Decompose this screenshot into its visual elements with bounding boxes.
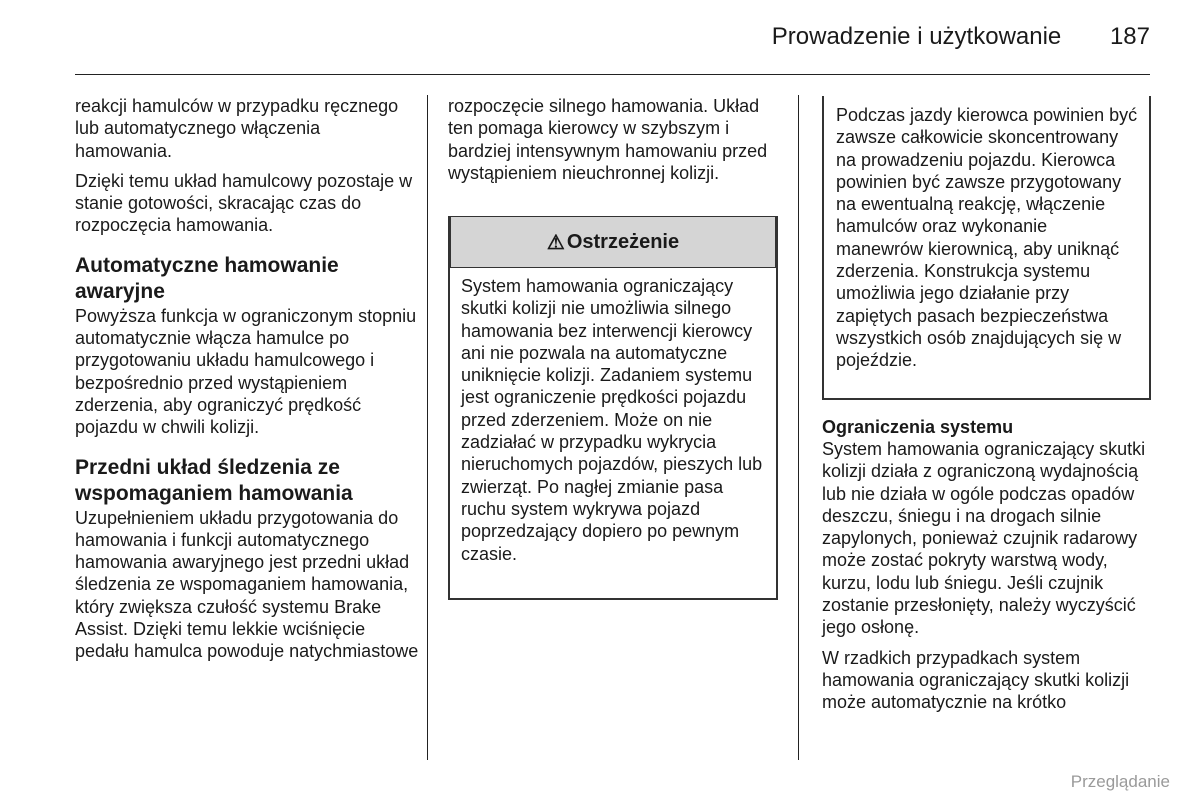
paragraph: W rzadkich przypadkach system hamowania ograniczający skutki kolizji może automatycznie na krótko <box>822 647 1130 713</box>
note-box: Podczas jazdy kierowca powinien być zawsze całkowicie skoncentrowany na prowadzeniu pojazdu. Kierowca powinien być zawsze przygotowany na ewentualną reakcję, włączenie hamulców oraz wykonanie manewrów kierownicą, aby uniknąć zderzenia. Konstrukcja systemu umożliwia jego działanie przy zapiętych pasach bezpieczeństwa wszystkich osób znajdujących się w pojeździe. <box>822 96 1151 400</box>
warning-triangle-icon: ⚠ <box>546 231 565 254</box>
column-2 <box>448 95 778 184</box>
paragraph: reakcji hamulców w przypadku ręcznego lub automatycznego włączenia hamowania. <box>75 96 399 161</box>
paragraph: Uzupełnieniem układu przygotowania do hamowania i funkcji automatycznego hamowania awaryjnego jest przedni układ śledzenia ze wspomaganiem hamowania, który zwiększa czułość systemu Brake Assist. Dzięki temu lekkie wciśnięcie pedału hamulca powoduje natychmiastowe <box>75 507 419 662</box>
footer-label: Przeglądanie <box>1070 772 1170 791</box>
column-divider-2 <box>798 95 799 760</box>
page-number: 187 <box>1109 23 1150 50</box>
header-divider <box>75 74 1150 75</box>
section-title: Prowadzenie i użytkowanie <box>771 23 1062 50</box>
warning-box <box>448 216 778 600</box>
column-3 <box>822 416 1157 714</box>
paragraph: System hamowania ograniczający skutki kolizji działa z ograniczoną wydajnością lub nie działa w ogóle podczas opadów deszczu, śniegu i na drogach silnie zapylonych, ponieważ czujnik radarowy może zostać pokryty warstwą wody, kurzu, lodu lub śniegu. Jeśli czujnik zostanie przesłonięty, należy wyczyścić jego osłonę. <box>822 439 1146 638</box>
warning-text: System hamowania ograniczający skutki kolizji nie umożliwia silnego hamowania bez interwencji kierowcy ani nie pozwala na automatyczne uniknięcie kolizji. Zadaniem systemu jest ograniczenie prędkości pojazdu przed zderzeniem. Może on nie zadziałać w przypadku wykrycia nieruchomych pojazdów, pieszych lub zwierząt. Po nagłej zmianie pasa ruchu system wykrywa pojazd poprzedzający dopiero po pewnym czasie. <box>461 276 763 564</box>
page-header <box>0 22 1150 52</box>
warning-title: Ostrzeżenie <box>566 230 680 253</box>
column-divider-1 <box>427 95 428 760</box>
column-1 <box>75 95 420 663</box>
section-heading: Automatyczne hamowanie awaryjne <box>75 253 339 303</box>
paragraph: rozpoczęcie silnego hamowania. Układ ten pomaga kierowcy w szybszym i bardziej intensywnym hamowaniu przed wystąpieniem nieuchronnej kolizji. <box>448 96 768 183</box>
warning-header <box>450 216 776 268</box>
paragraph: Powyższa funkcja w ograniczonym stopniu automatycznie włącza hamulce po przygotowaniu układu hamulcowego i bezpośrednio przed wystąpieniem zderzenia, aby ograniczyć prędkość pojazdu w chwili kolizji. <box>75 305 417 438</box>
paragraph: Dzięki temu układ hamulcowy pozostaje w stanie gotowości, skracając czas do rozpoczęcia hamowania. <box>75 170 413 236</box>
subsection-heading: Ograniczenia systemu <box>822 417 1014 437</box>
section-heading: Przedni układ śledzenia ze wspomaganiem hamowania <box>75 455 353 505</box>
